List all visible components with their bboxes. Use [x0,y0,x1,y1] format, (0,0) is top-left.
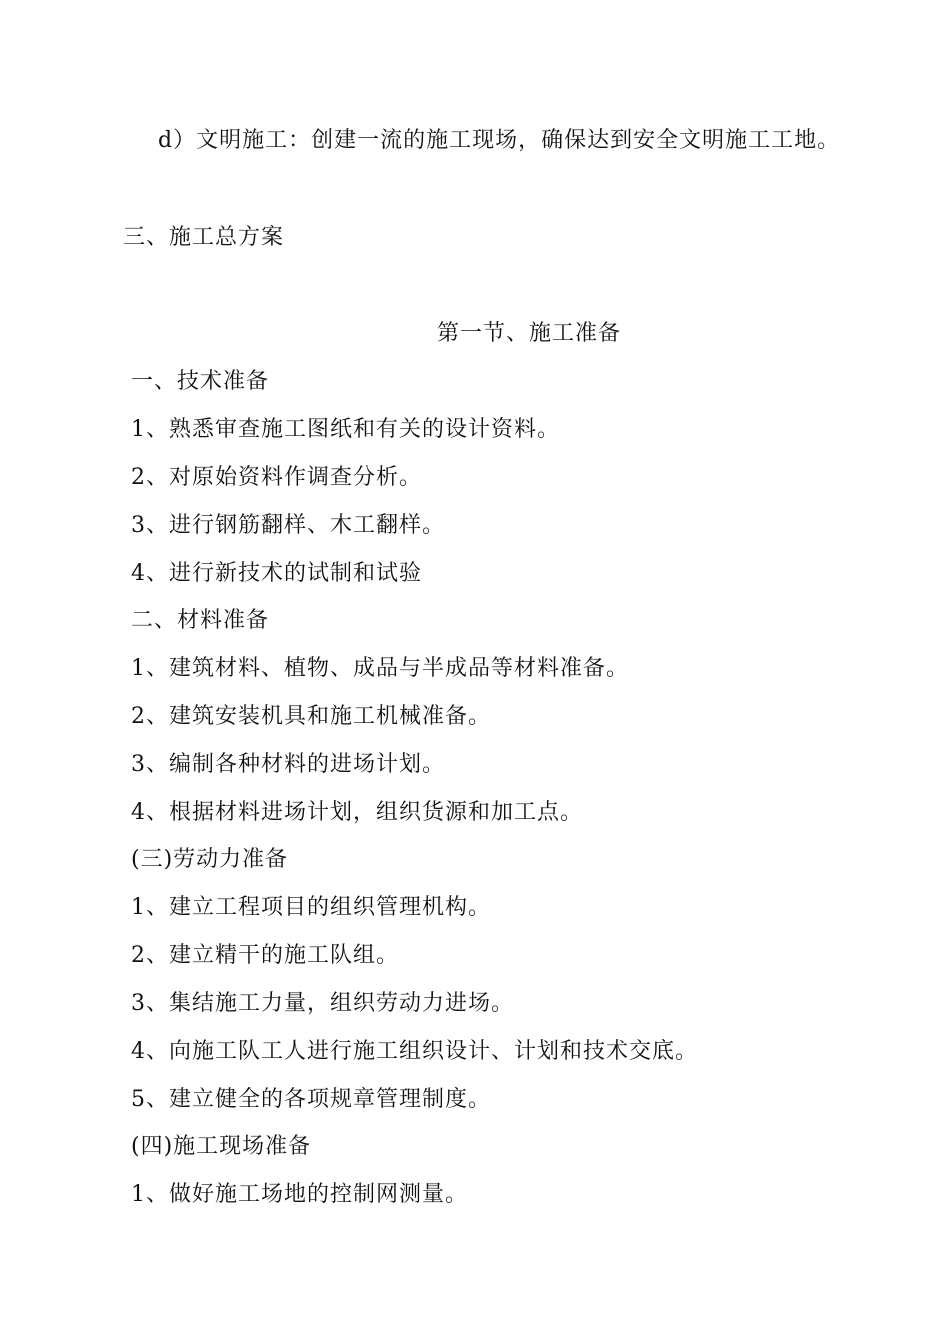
list-item: 4、根据材料进场计划，组织货源和加工点。 [131,800,583,825]
section-heading: 第一节、施工准备 [437,321,622,346]
list-item: 5、建立健全的各项规章管理制度。 [131,1087,491,1112]
list-item: 2、建立精干的施工队组。 [131,943,399,968]
chapter-heading: 三、施工总方案 [123,225,285,250]
list-item: 1、做好施工场地的控制网测量。 [131,1182,468,1207]
subheading-technical-prep: 一、技术准备 [131,369,270,394]
list-item: 3、编制各种材料的进场计划。 [131,752,445,777]
subheading-site-prep: (四)施工现场准备 [131,1134,312,1159]
list-item: 4、进行新技术的试制和试验 [131,561,422,586]
list-item: 2、建筑安装机具和施工机械准备。 [131,704,491,729]
list-item: 2、对原始资料作调查分析。 [131,465,422,490]
list-item: 3、进行钢筋翻样、木工翻样。 [131,513,445,538]
subheading-material-prep: 二、材料准备 [131,608,270,633]
list-item: 3、集结施工力量，组织劳动力进场。 [131,991,514,1016]
list-item: 1、熟悉审查施工图纸和有关的设计资料。 [131,417,560,442]
list-item: 4、向施工队工人进行施工组织设计、计划和技术交底。 [131,1039,698,1064]
list-item: 1、建筑材料、植物、成品与半成品等材料准备。 [131,656,629,681]
list-item: 1、建立工程项目的组织管理机构。 [131,895,491,920]
subheading-labor-prep: (三)劳动力准备 [131,847,289,872]
intro-paragraph: d）文明施工：创建一流的施工现场，确保达到安全文明施工工地。 [158,128,841,153]
